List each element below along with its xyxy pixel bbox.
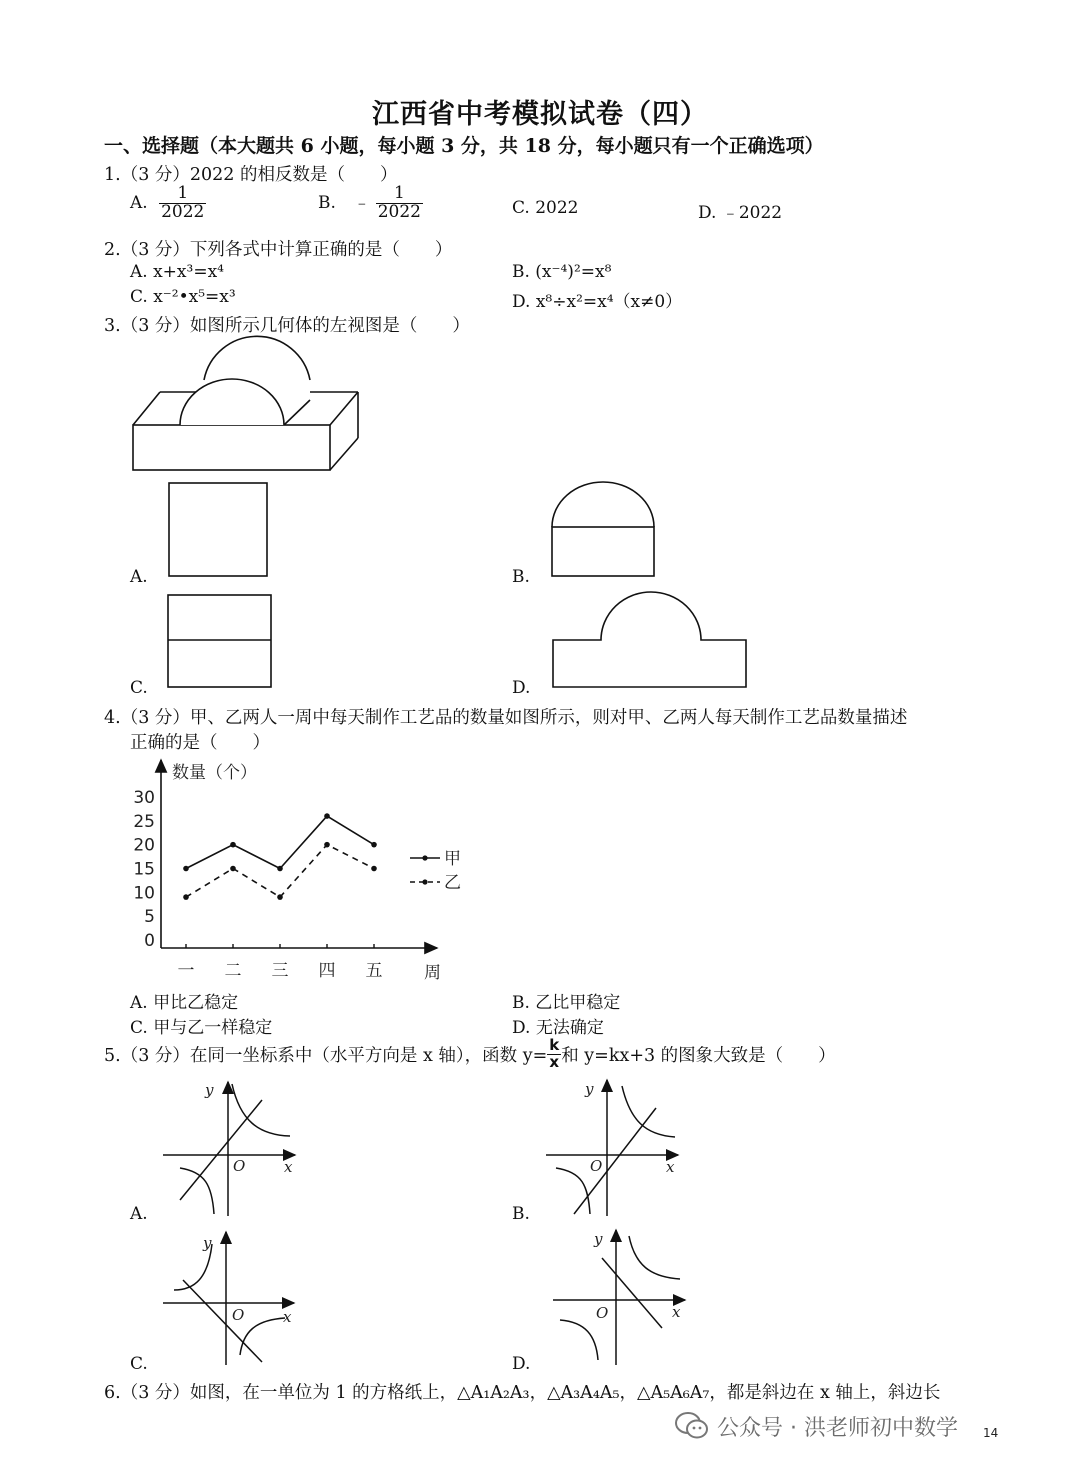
- legend-jia-label: 甲: [444, 849, 461, 869]
- wechat-icon: [675, 1411, 709, 1447]
- q5-stem-post: 和 y=kx+3 的图象大致是（ ）: [561, 1045, 836, 1066]
- q5-stem-pre: 5.（3 分）在同一坐标系中（水平方向是 x 轴），函数 y=: [104, 1045, 548, 1066]
- q2-option-a[interactable]: A. x+x³=x⁴: [130, 262, 224, 282]
- watermark-text: 公众号 · 洪老师初中数学: [717, 1416, 958, 1441]
- q4-stem-line2: 正确的是（ ）: [130, 733, 270, 753]
- q5b-axis-y: y: [585, 1080, 594, 1098]
- q5-frac-den: x: [549, 1052, 560, 1071]
- y-tick-label-0: 0: [144, 931, 155, 951]
- q5b-axis-x: x: [666, 1158, 675, 1176]
- chart-ylabel: 数量（个）: [172, 763, 257, 783]
- legend-yi-label: 乙: [444, 873, 461, 893]
- q4-option-a[interactable]: A. 甲比乙稳定: [130, 993, 239, 1013]
- q5b-origin: O: [590, 1157, 603, 1175]
- section-heading: 一、选择题（本大题共 6 小题，每小题 3 分，共 18 分，每小题只有一个正确选项）: [104, 135, 824, 157]
- q5d-origin: O: [596, 1304, 609, 1322]
- q1-option-c[interactable]: C. 2022: [512, 198, 579, 218]
- footer-watermark: [675, 1411, 958, 1447]
- q1-a-den: 2022: [161, 201, 205, 222]
- q5-option-c[interactable]: C.: [130, 1354, 148, 1374]
- q5a-axis-x: x: [284, 1158, 293, 1176]
- page-number: 14: [983, 1426, 999, 1440]
- x-tick-label-3: 三: [271, 961, 289, 981]
- q1-a-num: 1: [159, 185, 206, 204]
- x-tick-label-4: 四: [318, 961, 336, 981]
- q5c-axis-x: x: [283, 1308, 292, 1326]
- q5-option-b[interactable]: B.: [512, 1204, 530, 1224]
- q1-option-d[interactable]: D. ﹣2022: [698, 203, 783, 223]
- q5a-axis-y: y: [205, 1081, 214, 1099]
- chart-xlabel: 周: [424, 963, 441, 983]
- y-tick-label-5: 5: [144, 907, 155, 928]
- q2-option-c[interactable]: C. x⁻²•x⁵=x³: [130, 287, 236, 307]
- y-tick-label-25: 25: [133, 811, 155, 832]
- q3-option-a[interactable]: A.: [130, 567, 148, 587]
- y-tick-label-10: 10: [133, 883, 155, 904]
- y-tick-label-20: 20: [133, 835, 155, 856]
- y-tick-label-30: 30: [133, 788, 155, 808]
- q5-option-d[interactable]: D.: [512, 1354, 531, 1374]
- q5a-origin: O: [233, 1157, 246, 1175]
- q5d-axis-x: x: [672, 1303, 681, 1321]
- y-tick-label-15: 15: [133, 859, 155, 880]
- q1-stem: 1.（3 分）2022 的相反数是（ ）: [104, 165, 398, 185]
- q2-option-b[interactable]: B. (x⁻⁴)²=x⁸: [512, 262, 612, 282]
- q6-stem: 6.（3 分）如图，在一单位为 1 的方格纸上，△A₁A₂A₃，△A₃A₄A₅，△A₅A₆A₇，都是斜边在 x 轴上，斜边长: [104, 1383, 941, 1403]
- x-tick-label-5: 五: [365, 961, 383, 981]
- q3-stem: 3.（3 分）如图所示几何体的左视图是（ ）: [104, 316, 470, 336]
- q4-option-b[interactable]: B. 乙比甲稳定: [512, 993, 621, 1013]
- q2-option-d[interactable]: D. x⁸÷x²=x⁴（x≠0）: [512, 292, 683, 312]
- q2-stem: 2.（3 分）下列各式中计算正确的是（ ）: [104, 240, 453, 260]
- page-title: 江西省中考模拟试卷（四）: [372, 99, 708, 130]
- q5-frac-num: k: [549, 1036, 560, 1054]
- q4-option-c[interactable]: C. 甲与乙一样稳定: [130, 1018, 273, 1038]
- q5d-axis-y: y: [594, 1230, 603, 1248]
- q5c-origin: O: [232, 1306, 245, 1324]
- q1-b-num: 1: [376, 185, 423, 204]
- q1-b-label: B.: [318, 192, 336, 213]
- x-tick-label-1: 一: [177, 961, 195, 981]
- q4-stem-line1: 4.（3 分）甲、乙两人一周中每天制作工艺品的数量如图所示，则对甲、乙两人每天制作工艺品数量描述: [104, 708, 908, 728]
- q1-b-den: 2022: [377, 201, 421, 222]
- q1-a-label: A.: [130, 192, 148, 213]
- q4-option-d[interactable]: D. 无法确定: [512, 1018, 604, 1038]
- q3-option-c[interactable]: C.: [130, 678, 148, 698]
- q3-option-d[interactable]: D.: [512, 678, 531, 698]
- q1-b-sign: ﹣: [353, 192, 371, 213]
- x-tick-label-2: 二: [224, 961, 242, 981]
- q3-option-b[interactable]: B.: [512, 567, 530, 587]
- q5-option-a[interactable]: A.: [130, 1204, 148, 1224]
- q5c-axis-y: y: [203, 1234, 212, 1252]
